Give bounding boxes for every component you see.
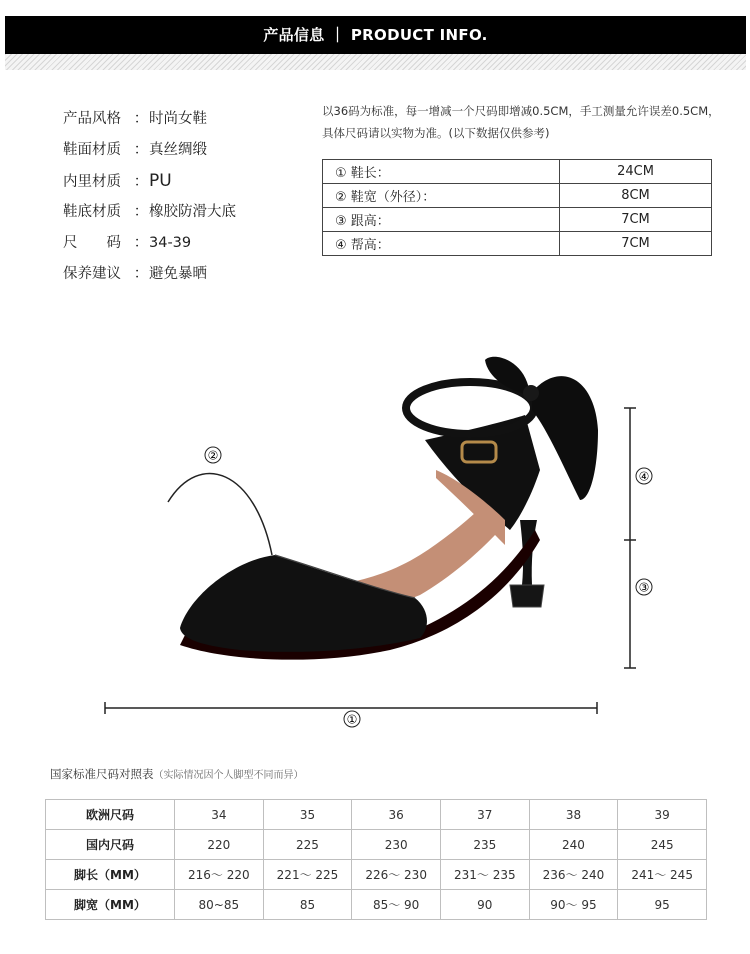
width-arc-line: [168, 473, 272, 555]
marker-4-label: ④: [638, 469, 650, 484]
row-header: 脚长（MM）: [46, 860, 175, 890]
size-chart-table: [45, 799, 707, 920]
header-title: 产品信息 ｜ PRODUCT INFO.: [263, 26, 488, 44]
spec-label: 尺 码: [63, 235, 121, 251]
table-cell: 241～ 245: [618, 860, 707, 890]
spec-value: 避免暴晒: [149, 266, 207, 282]
table-cell: 225: [263, 830, 352, 860]
table-row: [46, 890, 707, 920]
row-header: 欧洲尺码: [46, 800, 175, 830]
measure-value: 7CM: [560, 232, 712, 256]
table-row: [323, 160, 712, 184]
size-chart-subtitle: （实际情况因个人脚型不同而异）: [153, 770, 304, 781]
note-line-2: 具体尺码请以实物为准。(以下数据仅供参考): [322, 126, 550, 140]
spec-value: PU: [149, 171, 172, 191]
table-cell: 245: [618, 830, 707, 860]
spec-sep: ：: [133, 235, 149, 251]
measurement-table: [322, 159, 712, 256]
spec-sep: ：: [133, 174, 149, 190]
table-cell: 34: [175, 800, 264, 830]
spec-label: 鞋底材质: [63, 204, 121, 220]
table-cell: 231～ 235: [440, 860, 529, 890]
spec-label: 保养建议: [63, 266, 121, 282]
table-cell: 221～ 225: [263, 860, 352, 890]
table-cell: 235: [440, 830, 529, 860]
table-cell: 37: [440, 800, 529, 830]
measure-label: ③ 跟高：: [323, 208, 560, 232]
table-cell: 90: [440, 890, 529, 920]
spec-value: 时尚女鞋: [149, 111, 207, 127]
table-row: [46, 800, 707, 830]
spec-sep: ：: [133, 142, 149, 158]
table-row: [323, 184, 712, 208]
spec-value: 橡胶防滑大底: [149, 204, 236, 220]
product-info-header: [5, 16, 746, 54]
shoe-image: [180, 357, 598, 660]
spec-row-style: [63, 107, 207, 131]
table-cell: 35: [263, 800, 352, 830]
measure-label: ① 鞋长：: [323, 160, 560, 184]
marker-2-label: ②: [207, 448, 219, 463]
header-stripe: [5, 54, 746, 70]
table-cell: 36: [352, 800, 441, 830]
spec-label: 内里材质: [63, 174, 121, 190]
row-header: 国内尺码: [46, 830, 175, 860]
table-cell: 220: [175, 830, 264, 860]
table-cell: 39: [618, 800, 707, 830]
row-header: 脚宽（MM）: [46, 890, 175, 920]
table-cell: 240: [529, 830, 618, 860]
table-cell: 90～ 95: [529, 890, 618, 920]
spec-value: 真丝绸缎: [149, 142, 207, 158]
spec-value: 34-39: [149, 235, 192, 251]
table-cell: 216～ 220: [175, 860, 264, 890]
size-chart-title: [50, 766, 304, 782]
measure-label: ④ 帮高：: [323, 232, 560, 256]
table-row: [46, 830, 707, 860]
note-line-1: 以36码为标准，每一增减一个尺码即增减0.5CM，手工测量允许误差0.5CM，: [322, 104, 720, 118]
table-cell: 85～ 90: [352, 890, 441, 920]
spec-row-size: [63, 231, 191, 255]
spec-row-sole: [63, 200, 236, 224]
spec-row-upper: [63, 138, 207, 162]
size-chart-title-text: 国家标准尺码对照表: [50, 767, 154, 781]
measurement-note: [322, 100, 732, 144]
spec-label: 产品风格: [63, 111, 121, 127]
table-cell: 85: [263, 890, 352, 920]
spec-row-lining: [63, 169, 172, 193]
measure-label: ② 鞋宽（外径）：: [323, 184, 560, 208]
spec-sep: ：: [133, 204, 149, 220]
spec-label: 鞋面材质: [63, 142, 121, 158]
table-cell: 236～ 240: [529, 860, 618, 890]
shoe-measurement-diagram: [0, 330, 750, 740]
table-cell: 226～ 230: [352, 860, 441, 890]
table-row: [46, 860, 707, 890]
table-cell: 80~85: [175, 890, 264, 920]
measure-value: 24CM: [560, 160, 712, 184]
measure-value: 7CM: [560, 208, 712, 232]
measure-value: 8CM: [560, 184, 712, 208]
spec-sep: ：: [133, 111, 149, 127]
table-row: [323, 232, 712, 256]
marker-3-label: ③: [638, 580, 650, 595]
table-cell: 38: [529, 800, 618, 830]
table-row: [323, 208, 712, 232]
table-cell: 95: [618, 890, 707, 920]
table-cell: 230: [352, 830, 441, 860]
spec-sep: ：: [133, 266, 149, 282]
spec-row-care: [63, 262, 207, 286]
marker-1-label: ①: [346, 712, 358, 727]
